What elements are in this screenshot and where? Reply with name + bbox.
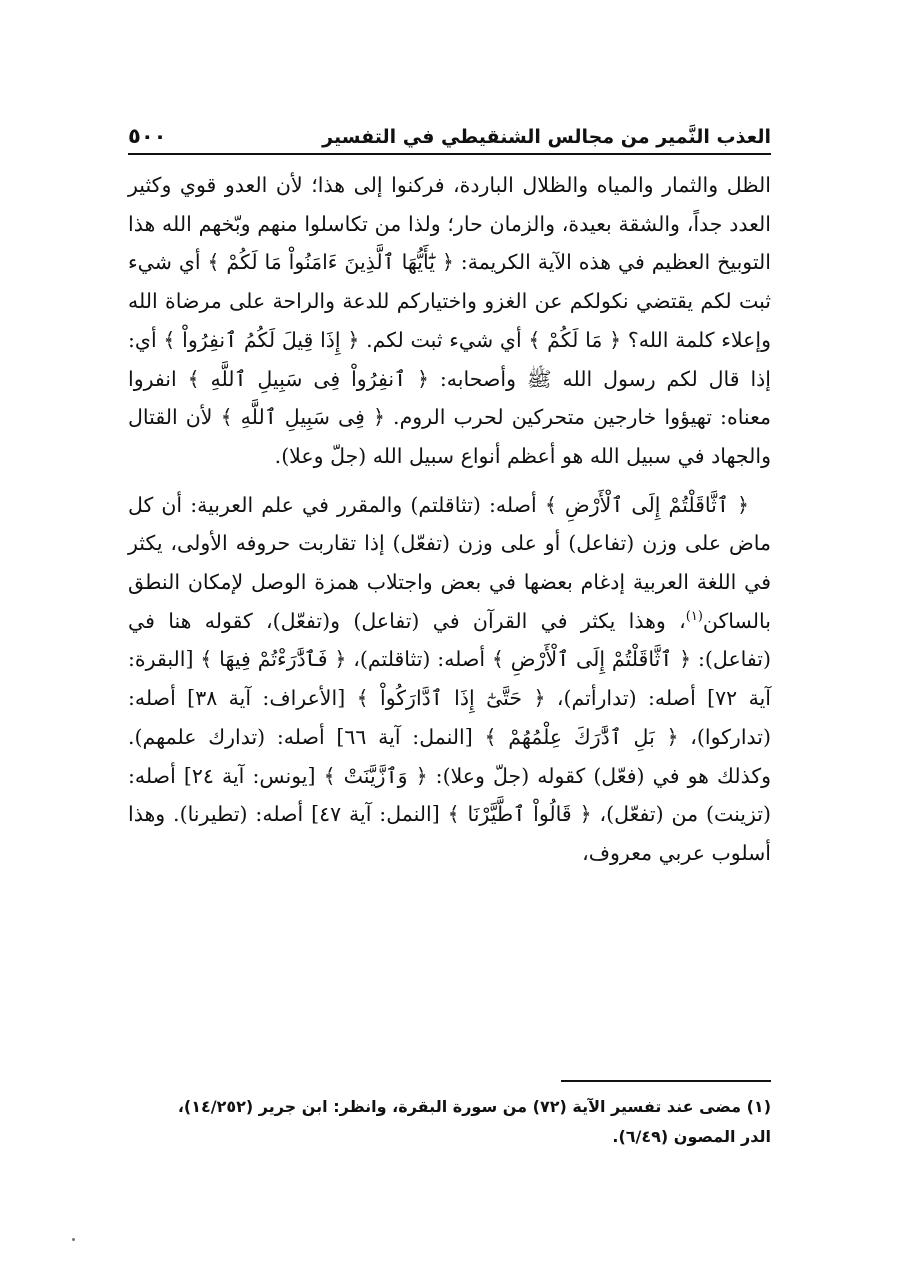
footnote-line-2: الدر المصون (٦/٤٩). xyxy=(612,1127,771,1146)
footnote-line-1: (١) مضى عند تفسير الآية (٧٢) من سورة البقرة، وانظر: ابن جرير (١٤/٢٥٢)، xyxy=(177,1097,771,1116)
running-title: العذب النَّمير من مجالس الشنقيطي في التفسير xyxy=(322,126,771,148)
paragraph-gap xyxy=(128,476,771,486)
paragraph-2-continuation: ، وهذا يكثر في القرآن في (تفاعل) و(تفعّل)، كقوله هنا في (تفاعل): ﴿ ٱثَّاقَلْتُمْ إِلَى ٱلْأَرْضِ ﴾ أصله: (تثاقلتم)، ﴿ فَٱدَّٰرَءْتُمْ فِيهَا ﴾ [البقرة: آية ٧٢] أصله: (تدارأتم)، ﴿ حَتَّىٰٓ إِذَا ٱدَّارَكُواْ ﴾ [الأعراف: آية ٣٨] أصله: (تداركوا)، ﴿ بَلِ ٱدَّٰرَكَ عِلْمُهُمْ ﴾ [النمل: آية ٦٦] أصله: (تدارك علمهم). وكذلك هو في (فعّل) كقوله (جلّ وعلا): ﴿ وَٱزَّيَّنَتْ ﴾ [يونس: آية ٢٤] أصله: (تزينت) من (تفعّل)، ﴿ قَالُواْ ٱطَّيَّرْنَا ﴾ [النمل: آية ٤٧] أصله: (تطيرنا). وهذا أسلوب عربي معروف، xyxy=(128,608,771,865)
paragraph-2 xyxy=(128,486,771,873)
header-rule xyxy=(128,153,771,155)
scan-speck xyxy=(72,1238,75,1241)
main-text xyxy=(128,166,771,873)
page-number: ٥٠٠ xyxy=(128,124,167,148)
footnote-rule xyxy=(561,1080,771,1082)
footnote xyxy=(128,1092,771,1152)
paragraph-2-text: ﴿ ٱثَّاقَلْتُمْ إِلَى ٱلْأَرْضِ ﴾ أصله: (تثاقلتم) والمقرر في علم العربية: أن كل ماض على وزن (تفاعل) أو على وزن (تفعّل) إذا تقاربت حروفه الأولى، يكثر في اللغة العربية إدغام بعضها في بعض واجتلاب همزة الوصل لإمكان النطق بالساكن xyxy=(128,492,771,633)
page-header xyxy=(128,112,771,148)
paragraph-1: الظل والثمار والمياه والظلال الباردة، فركنوا إلى هذا؛ لأن العدو قوي وكثير العدد جداً، والشقة بعيدة، والزمان حار؛ ولذا من تكاسلوا منهم وبّخهم الله هذا التوبيخ العظيم في هذه الآية الكريمة: ﴿ يَٰٓأَيُّهَا ٱلَّذِينَ ءَامَنُواْ مَا لَكُمْ ﴾ أي شيء ثبت لكم يقتضي نكولكم عن الغزو واختياركم للدعة والراحة على مرضاة الله وإعلاء كلمة الله؟ ﴿ مَا لَكُمْ ﴾ أي شيء ثبت لكم. ﴿ إِذَا قِيلَ لَكُمُ ٱنفِرُواْ ﴾ أي: إذا قال لكم رسول الله ﷺ وأصحابه: ﴿ ٱنفِرُواْ فِى سَبِيلِ ٱللَّهِ ﴾ انفروا معناه: تهيؤوا خارجين متحركين لحرب الروم. ﴿ فِى سَبِيلِ ٱللَّهِ ﴾ لأن القتال والجهاد في سبيل الله هو أعظم أنواع سبيل الله (جلّ وعلا). xyxy=(128,173,771,468)
footnote-reference[interactable]: (١) xyxy=(685,608,703,624)
